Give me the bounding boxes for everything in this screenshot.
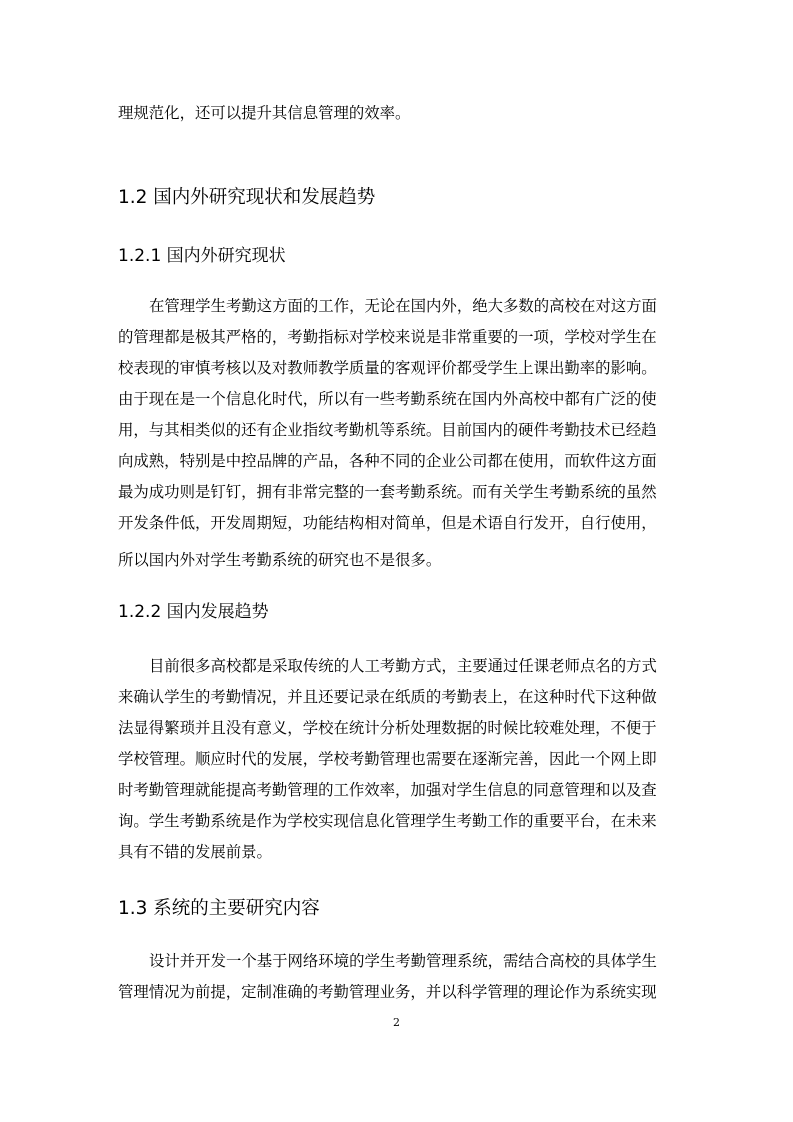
- paragraph-line: 所以国内外对学生考勤系统的研究也不是很多。: [118, 551, 442, 569]
- paragraph-line: 向成熟，特别是中控品牌的产品，各种不同的企业公司都在使用，而软件这方面: [118, 452, 657, 470]
- section-1-2-heading: 1.2 国内外研究现状和发展趋势: [118, 187, 376, 208]
- paragraph-line: 学校管理。顺应时代的发展，学校考勤管理也需要在逐渐完善，因此一个网上即: [118, 750, 657, 768]
- paragraph-line: 在管理学生考勤这方面的工作，无论在国内外，绝大多数的高校在对这方面: [149, 297, 657, 315]
- section-1-3-heading: 1.3 系统的主要研究内容: [118, 898, 320, 919]
- paragraph-line: 法显得繁琐并且没有意义，学校在统计分析处理数据的时候比较难处理，不便于: [118, 719, 657, 737]
- paragraph-line: 具有不错的发展前景。: [118, 843, 272, 861]
- paragraph-line: 来确认学生的考勤情况，并且还要记录在纸质的考勤表上，在这种时代下这种做: [118, 688, 657, 706]
- paragraph-line: 设计并开发一个基于网络环境的学生考勤管理系统，需结合高校的具体学生: [149, 952, 657, 970]
- paragraph-line: 管理情况为前提，定制准确的考勤管理业务，并以科学管理的理论作为系统实现: [118, 983, 657, 1001]
- paragraph-line: 由于现在是一个信息化时代，所以有一些考勤系统在国内外高校中都有广泛的使: [118, 390, 657, 408]
- paragraph-line: 的管理都是极其严格的，考勤指标对学校来说是非常重要的一项，学校对学生在: [118, 328, 657, 346]
- section-1-2-1-heading: 1.2.1 国内外研究现状: [118, 246, 286, 266]
- paragraph-line: 最为成功则是钉钉，拥有非常完整的一套考勤系统。而有关学生考勤系统的虽然: [118, 483, 657, 501]
- paragraph-line: 开发条件低，开发周期短，功能结构相对简单，但是术语自行发开，自行使用，: [118, 514, 657, 532]
- paragraph-line: 询。学生考勤系统是作为学校实现信息化管理学生考勤工作的重要平台，在未来: [118, 812, 657, 830]
- paragraph-line: 时考勤管理就能提高考勤管理的工作效率，加强对学生信息的同意管理和以及查: [118, 781, 657, 799]
- page-number: 2: [393, 1016, 400, 1029]
- section-1-2-2-heading: 1.2.2 国内发展趋势: [118, 602, 269, 622]
- paragraph-line: 用，与其相类似的还有企业指纹考勤机等系统。目前国内的硬件考勤技术已经趋: [118, 421, 657, 439]
- intro-text-line: 理规范化，还可以提升其信息管理的效率。: [118, 104, 411, 122]
- paragraph-line: 目前很多高校都是采取传统的人工考勤方式，主要通过任课老师点名的方式: [149, 657, 657, 675]
- paragraph-line: 校表现的审慎考核以及对教师教学质量的客观评价都受学生上课出勤率的影响。: [118, 359, 657, 377]
